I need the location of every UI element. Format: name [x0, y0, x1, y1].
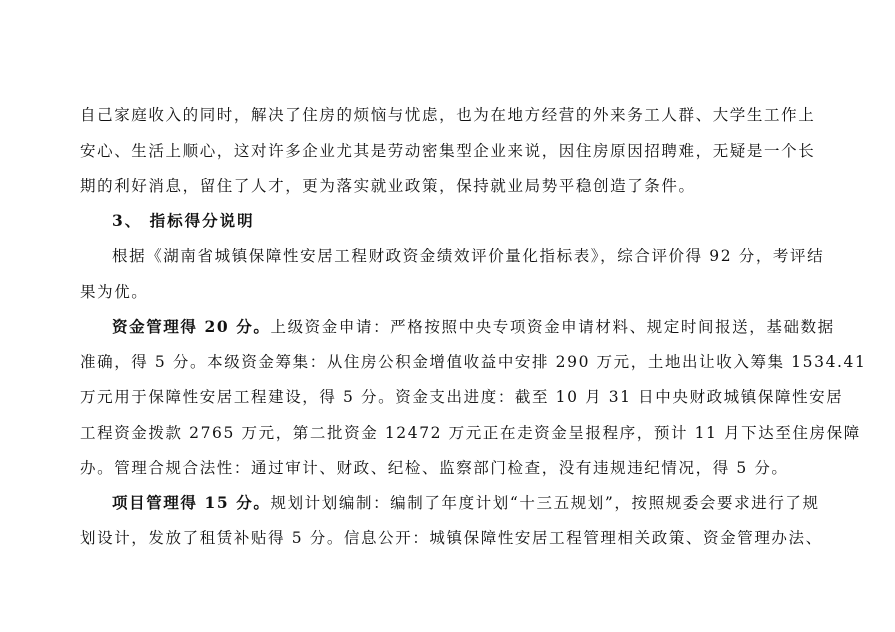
paragraph-line: 根据《湖南省城镇保障性安居工程财政资金绩效评价量化指标表》，综合评价得 92 分，考评结	[112, 247, 825, 265]
paragraph-line: 安心、生活上顺心，这对许多企业尤其是劳动密集型企业来说，因住房原因招聘难，无疑是一个长	[80, 142, 816, 160]
paragraph-line: 万元用于保障性安居工程建设，得 5 分。资金支出进度：截至 10 月 31 日中央财政城镇保障性安居	[80, 388, 844, 406]
bold-lead: 项目管理得 15 分。	[112, 493, 271, 512]
paragraph-line: 准确，得 5 分。本级资金筹集：从住房公积金增值收益中安排 290 万元，土地出让收入筹集 1534.41	[80, 353, 867, 371]
paragraph-line: 划设计，发放了租赁补贴得 5 分。信息公开：城镇保障性安居工程管理相关政策、资金管理办法、	[80, 529, 823, 547]
lead-rest: 上级资金申请：严格按照中央专项资金申请材料、规定时间报送，基础数据	[270, 318, 835, 336]
paragraph-line: 工程资金拨款 2765 万元，第二批资金 12472 万元正在走资金呈报程序，预计 11 月下达至住房保障	[80, 424, 861, 442]
paragraph-line: 期的利好消息，留住了人才，更为落实就业政策，保持就业局势平稳创造了条件。	[80, 177, 696, 195]
paragraph-line: 办。管理合规合法性：通过审计、财政、纪检、监察部门检查，没有违规违纪情况，得 5 分。	[80, 459, 789, 477]
paragraph-line	[112, 316, 835, 338]
paragraph-line: 果为优。	[80, 283, 149, 301]
lead-rest: 规划计划编制：编制了年度计划“十三五规划”，按照规委会要求进行了规	[270, 494, 820, 512]
paragraph-line	[112, 492, 820, 514]
bold-lead: 资金管理得 20 分。	[112, 317, 271, 336]
paragraph-line: 自己家庭收入的同时，解决了住房的烦恼与忧虑，也为在地方经营的外来务工人群、大学生工作上	[80, 106, 816, 124]
section-heading: 3、 指标得分说明	[112, 211, 255, 230]
